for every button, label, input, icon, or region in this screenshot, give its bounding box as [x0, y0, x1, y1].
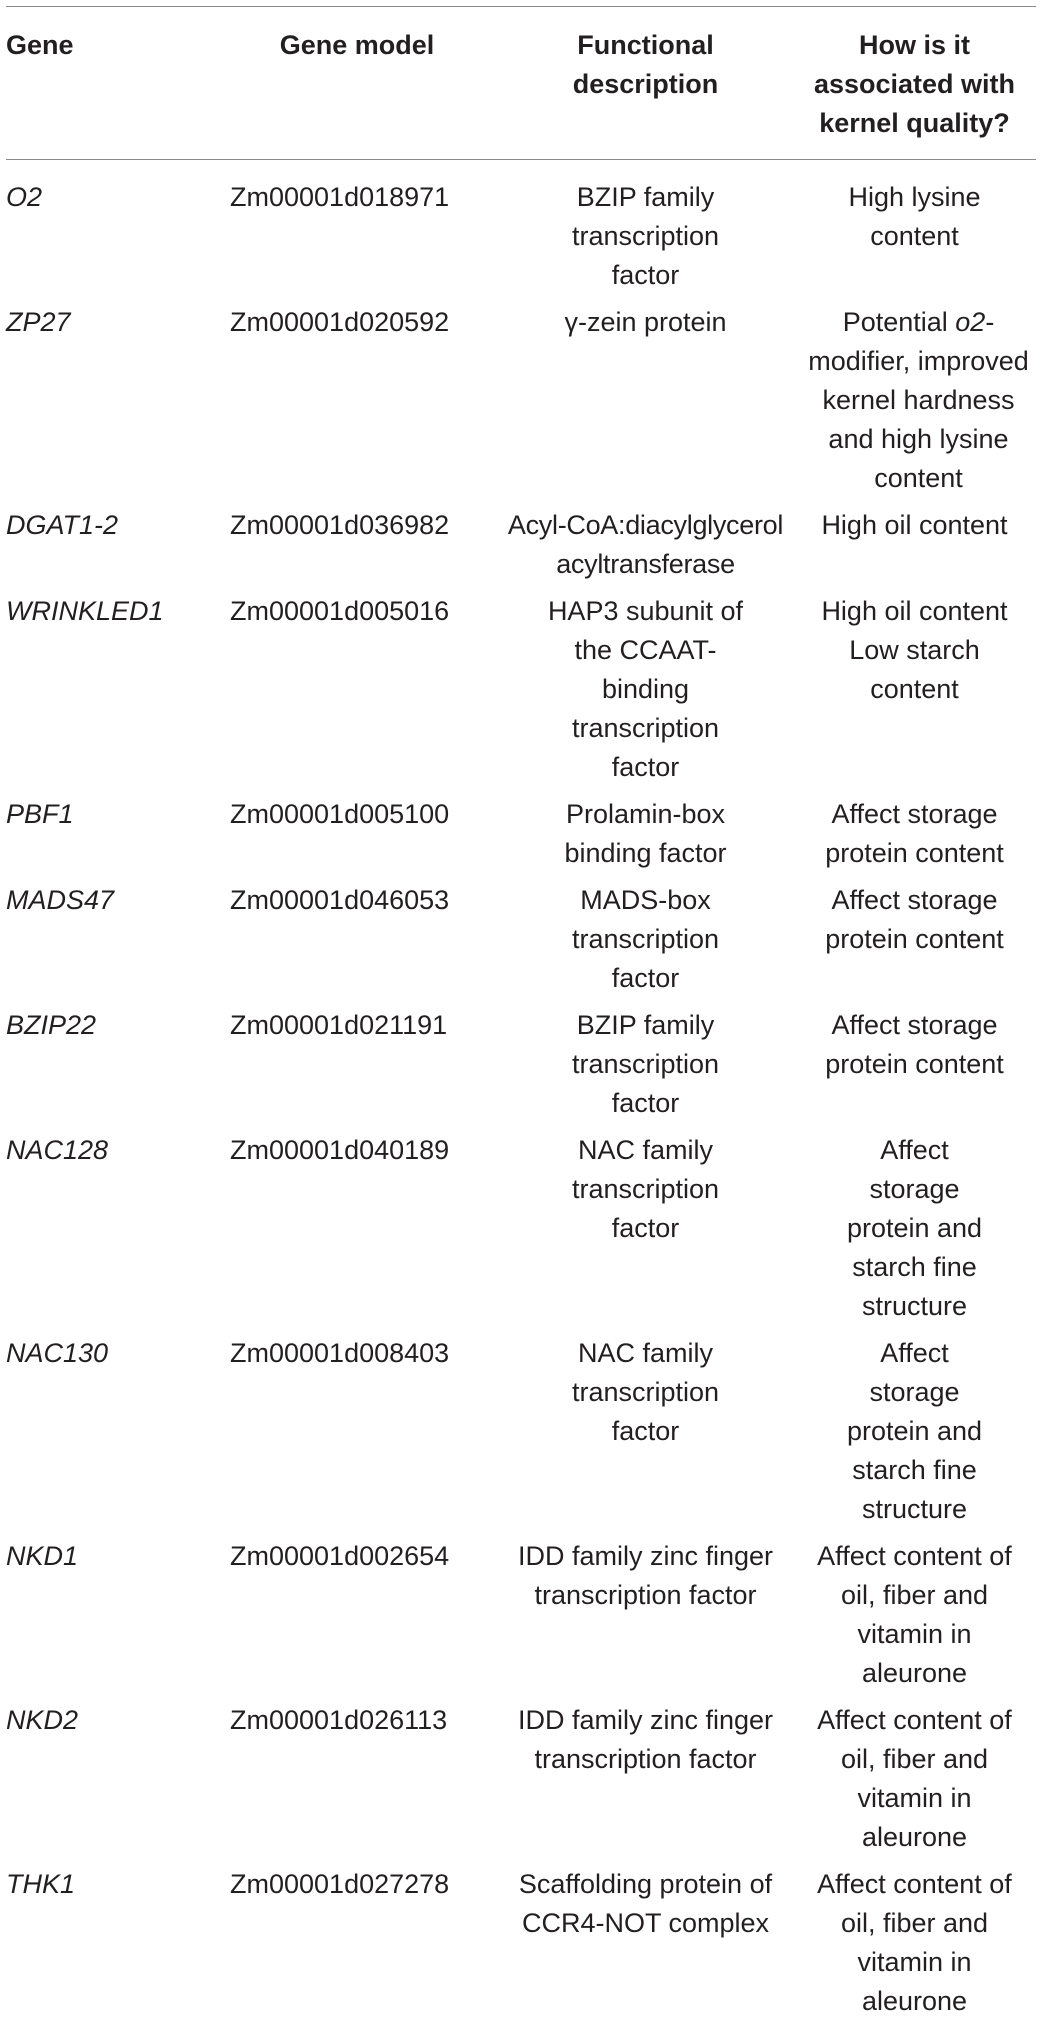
cell-functional-description: MADS-box transcription factor: [498, 881, 793, 1006]
kernel-quality-italic: o2: [955, 307, 985, 337]
cell-gene-model: Zm00001d027278: [216, 1865, 498, 2029]
cell-gene-model: Zm00001d036982: [216, 506, 498, 592]
cell-gene: MADS47: [6, 881, 216, 1006]
cell-kernel-quality: Affect content of oil, fiber and vitamin in aleurone: [793, 1701, 1036, 1865]
cell-gene: NAC130: [6, 1334, 216, 1537]
cell-gene-model: Zm00001d002654: [216, 1537, 498, 1701]
cell-functional-description: IDD family zinc finger transcription factor: [498, 1701, 793, 1865]
cell-gene-model: Zm00001d005100: [216, 795, 498, 881]
cell-functional-description: NAC family transcription factor: [498, 1334, 793, 1537]
table-row: [6, 1334, 1036, 1537]
cell-gene: BZIP22: [6, 1006, 216, 1131]
header-kernel-quality: How is it associated with kernel quality?: [793, 7, 1036, 160]
cell-gene: WRINKLED1: [6, 592, 216, 795]
cell-gene-model: Zm00001d040189: [216, 1131, 498, 1334]
table-row: [6, 1701, 1036, 1865]
cell-kernel-quality: Affect storage protein and starch fine structure: [793, 1334, 1036, 1537]
table-row: [6, 1006, 1036, 1131]
cell-functional-description: NAC family transcription factor: [498, 1131, 793, 1334]
cell-gene: THK1: [6, 1865, 216, 2029]
cell-functional-description: γ-zein protein: [498, 303, 793, 506]
cell-gene-model: Zm00001d005016: [216, 592, 498, 795]
cell-kernel-quality: Affect content of oil, fiber and vitamin in aleurone: [793, 1865, 1036, 2029]
cell-gene: NKD1: [6, 1537, 216, 1701]
table-row: [6, 881, 1036, 1006]
header-row: [6, 7, 1036, 160]
kernel-quality-prefix: Potential: [843, 307, 956, 337]
table-row: [6, 592, 1036, 795]
cell-kernel-quality: Affect storage protein content: [793, 795, 1036, 881]
cell-functional-description: HAP3 subunit of the CCAAT-binding transcription factor: [498, 592, 793, 795]
table-row: [6, 303, 1036, 506]
cell-gene-model: Zm00001d018971: [216, 160, 498, 304]
cell-kernel-quality: Affect content of oil, fiber and vitamin in aleurone: [793, 1537, 1036, 1701]
cell-gene: NKD2: [6, 1701, 216, 1865]
cell-gene-model: Zm00001d008403: [216, 1334, 498, 1537]
cell-gene: ZP27: [6, 303, 216, 506]
cell-gene-model: Zm00001d046053: [216, 881, 498, 1006]
cell-functional-description: Scaffolding protein of CCR4-NOT complex: [498, 1865, 793, 2029]
cell-kernel-quality: [793, 303, 1036, 506]
gene-table: [6, 6, 1036, 2029]
table-body: [6, 160, 1036, 2029]
cell-kernel-quality: Affect storage protein content: [793, 1006, 1036, 1131]
table-row: [6, 795, 1036, 881]
cell-kernel-quality: Affect storage protein content: [793, 881, 1036, 1006]
header-gene-model: Gene model: [216, 7, 498, 160]
cell-functional-description: IDD family zinc finger transcription factor: [498, 1537, 793, 1701]
kernel-quality-suffix: -modifier, improved kernel hardness and high lysine content: [808, 307, 1029, 493]
cell-gene: O2: [6, 160, 216, 304]
table-row: [6, 1537, 1036, 1701]
cell-gene-model: Zm00001d020592: [216, 303, 498, 506]
table-row: [6, 160, 1036, 304]
cell-kernel-quality: High oil content Low starch content: [793, 592, 1036, 795]
cell-functional-description: BZIP family transcription factor: [498, 160, 793, 304]
gene-table-container: [6, 6, 1036, 2029]
header-gene: Gene: [6, 7, 216, 160]
cell-functional-description: BZIP family transcription factor: [498, 1006, 793, 1131]
cell-kernel-quality: High oil content: [793, 506, 1036, 592]
table-row: [6, 506, 1036, 592]
cell-gene: PBF1: [6, 795, 216, 881]
cell-gene: NAC128: [6, 1131, 216, 1334]
cell-gene-model: Zm00001d021191: [216, 1006, 498, 1131]
cell-kernel-quality: High lysine content: [793, 160, 1036, 304]
cell-kernel-quality: Affect storage protein and starch fine structure: [793, 1131, 1036, 1334]
table-header: [6, 7, 1036, 160]
table-row: [6, 1865, 1036, 2029]
cell-functional-description: Acyl-CoA:diacylglycerol acyltransferase: [498, 506, 793, 592]
cell-functional-description: Prolamin-box binding factor: [498, 795, 793, 881]
table-row: [6, 1131, 1036, 1334]
header-functional-description: Functional description: [498, 7, 793, 160]
cell-gene: DGAT1-2: [6, 506, 216, 592]
cell-gene-model: Zm00001d026113: [216, 1701, 498, 1865]
